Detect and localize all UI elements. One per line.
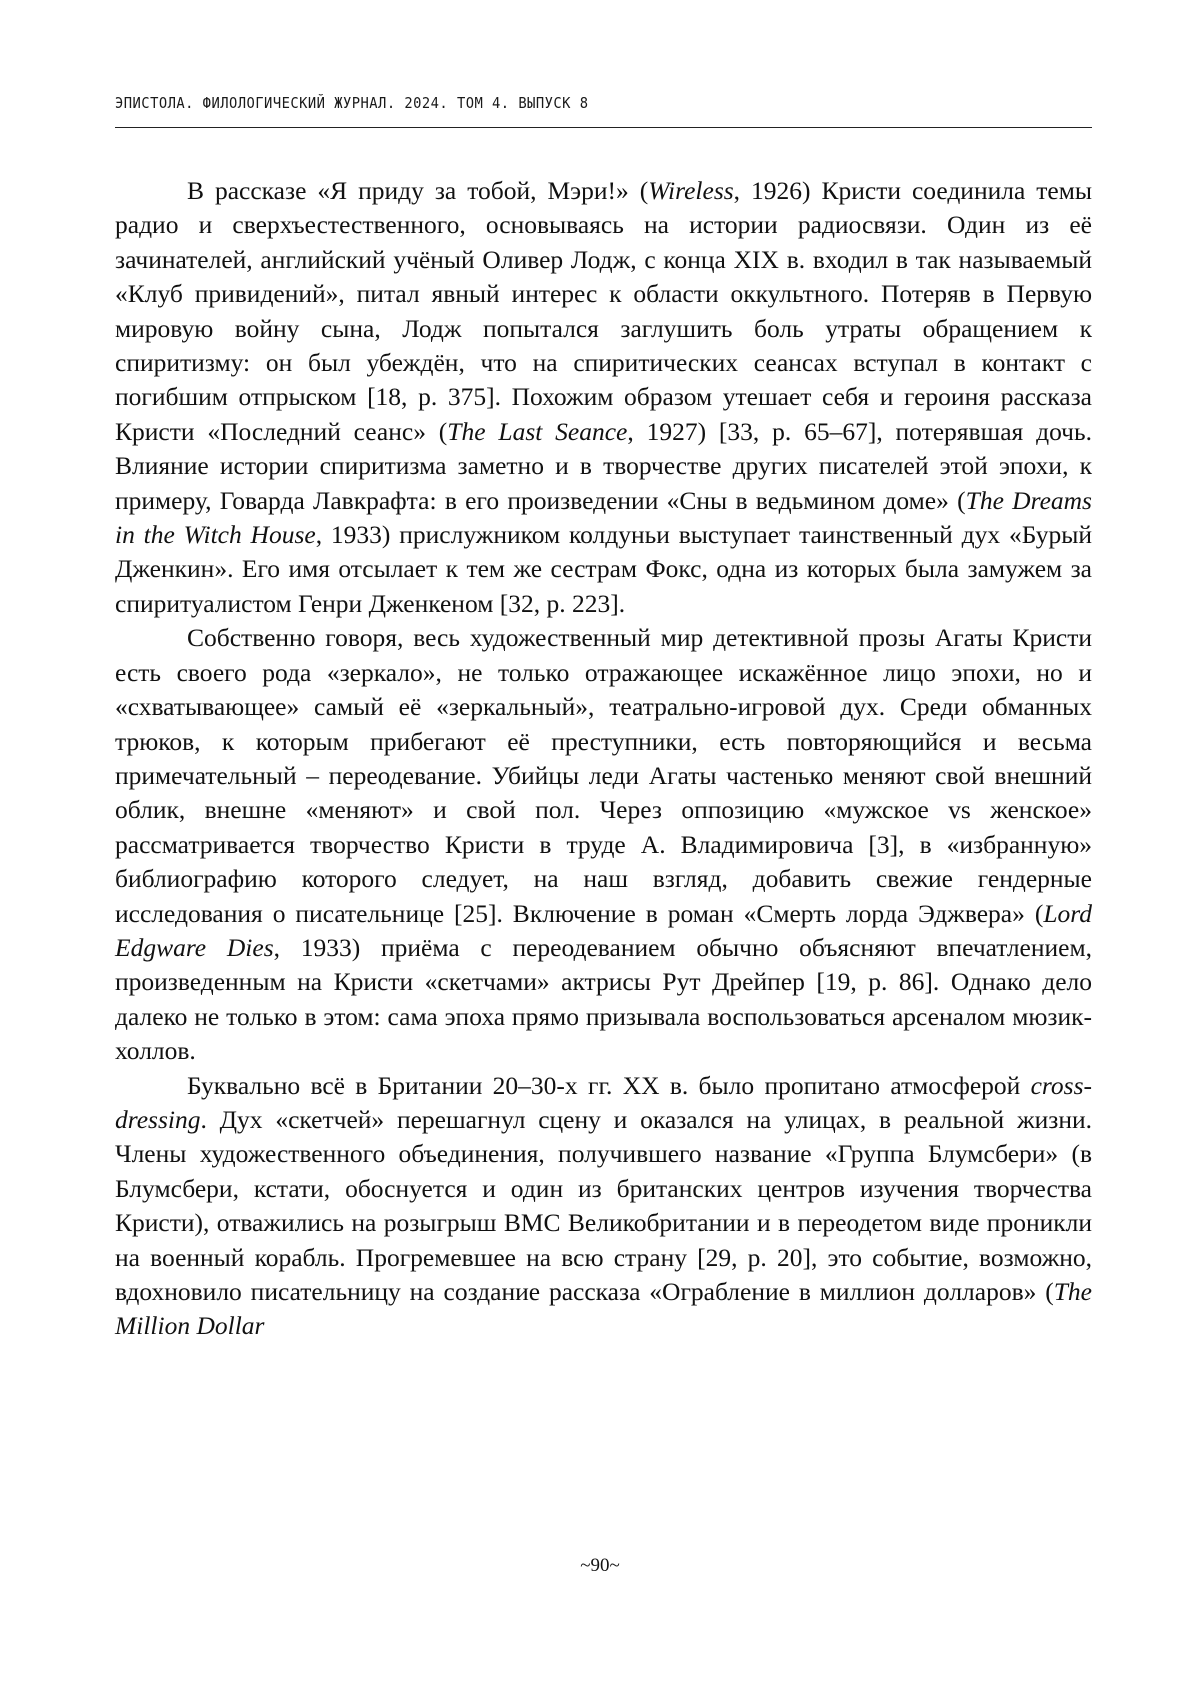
paragraph [115, 1069, 1092, 1344]
paragraph [115, 621, 1092, 1068]
article-body [115, 174, 1092, 1344]
italic-title: The Dreams in the Witch House [115, 485, 1092, 550]
text-run: В рассказе «Я приду за тобой, Мэри!» ( [187, 176, 649, 205]
page-number: ~90~ [580, 1555, 620, 1576]
text-run: , 1933) прислужником колдуньи выступает таинственный дух «Бурый Дженкин». Его имя отсылает к тем же сестрам Фокс, одна из которых была замужем за спиритуалистом Генри Дженкеном [32, р. 223]. [115, 520, 1092, 618]
paragraph [115, 174, 1092, 621]
text-run: , 1927) [33, р. 65–67], потерявшая дочь. Влияние истории спиритизма заметно и в творчестве других писателей этой эпохи, к примеру, Говарда Лавкрафта: в его произведении «Сны в ведьмином доме» ( [115, 416, 1092, 515]
italic-title: cross-dressing [115, 1070, 1092, 1134]
running-header [115, 92, 1092, 128]
text-run: , 1926) Кристи соединила темы радио и сверхъестественного, основываясь на истории радиосвязи. Один из её зачинателей, английский учёный Оливер Лодж, с конца XIX в. входил в так называемый «Клуб привидений», питал явный интерес к области оккультного. Потеряв в Первую мировую войну сына, Лодж попытался заглушить боль утраты обращением к спиритизму: он был убеждён, что на спиритических сеансах вступал в контакт с погибшим отпрыском [18, р. 375]. Похожим образом утешает себя и героиня рассказа Кристи «Последний сеанс» ( [115, 176, 1092, 446]
journal-title: ЭПИСТОЛА. ФИЛОЛОГИЧЕСКИЙ ЖУРНАЛ. 2024. ТОМ 4. ВЫПУСК 8 [115, 94, 589, 112]
italic-title: The Million Dollar [115, 1277, 1092, 1341]
italic-title: Wireless [648, 176, 734, 205]
italic-title: Lord Edgware Dies [115, 898, 1092, 962]
italic-title: The Last Seance [447, 416, 628, 446]
text-run: Собственно говоря, весь художественный мир детективной прозы Агаты Кристи есть своего рода «зеркало», не только отражающее искажённое лицо эпохи, но и «схватывающее» самый её «зеркальный», театрально-игровой дух. Среди обманных трюков, к которым прибегают её преступники, есть повторяющийся и весьма примечательный – переодевание. Убийцы леди Агаты частенько меняют свой внешний облик, внешне «меняют» и свой пол. Через оппозицию «мужское vs женское» рассматривается творчество Кристи в труде А. Владимировича [3], в «избранную» библиографию которого следует, на наш взгляд, добавить свежие гендерные исследования о писательнице [25]. Включение в роман «Смерть лорда Эджвера» ( [115, 623, 1092, 928]
text-run: . Дух «скетчей» перешагнул сцену и оказался на улицах, в реальной жизни. Члены художественного объединения, получившего название «Группа Блумсбери» (в Блумсбери, кстати, обоснуется и один из британских центров изучения творчества Кристи), отважились на розыгрыш ВМС Великобритании и в переодетом виде проникли на военный корабль. Прогремевшее на всю страну [29, р. 20], это событие, возможно, вдохновило писательницу на создание рассказа «Ограбление в миллион долларов» ( [115, 1104, 1092, 1306]
text-run: , 1933) приёма с переодеванием обычно объясняют впечатлением, произведенным на Кристи «скетчами» актрисы Рут Дрейпер [19, р. 86]. Однако дело далеко не только в этом: сама эпоха прямо призывала воспользоваться арсеналом мюзик-холлов. [115, 932, 1092, 1066]
text-run: Буквально всё в Британии 20–30-х гг. XX в. было пропитано атмосферой [187, 1070, 1031, 1100]
